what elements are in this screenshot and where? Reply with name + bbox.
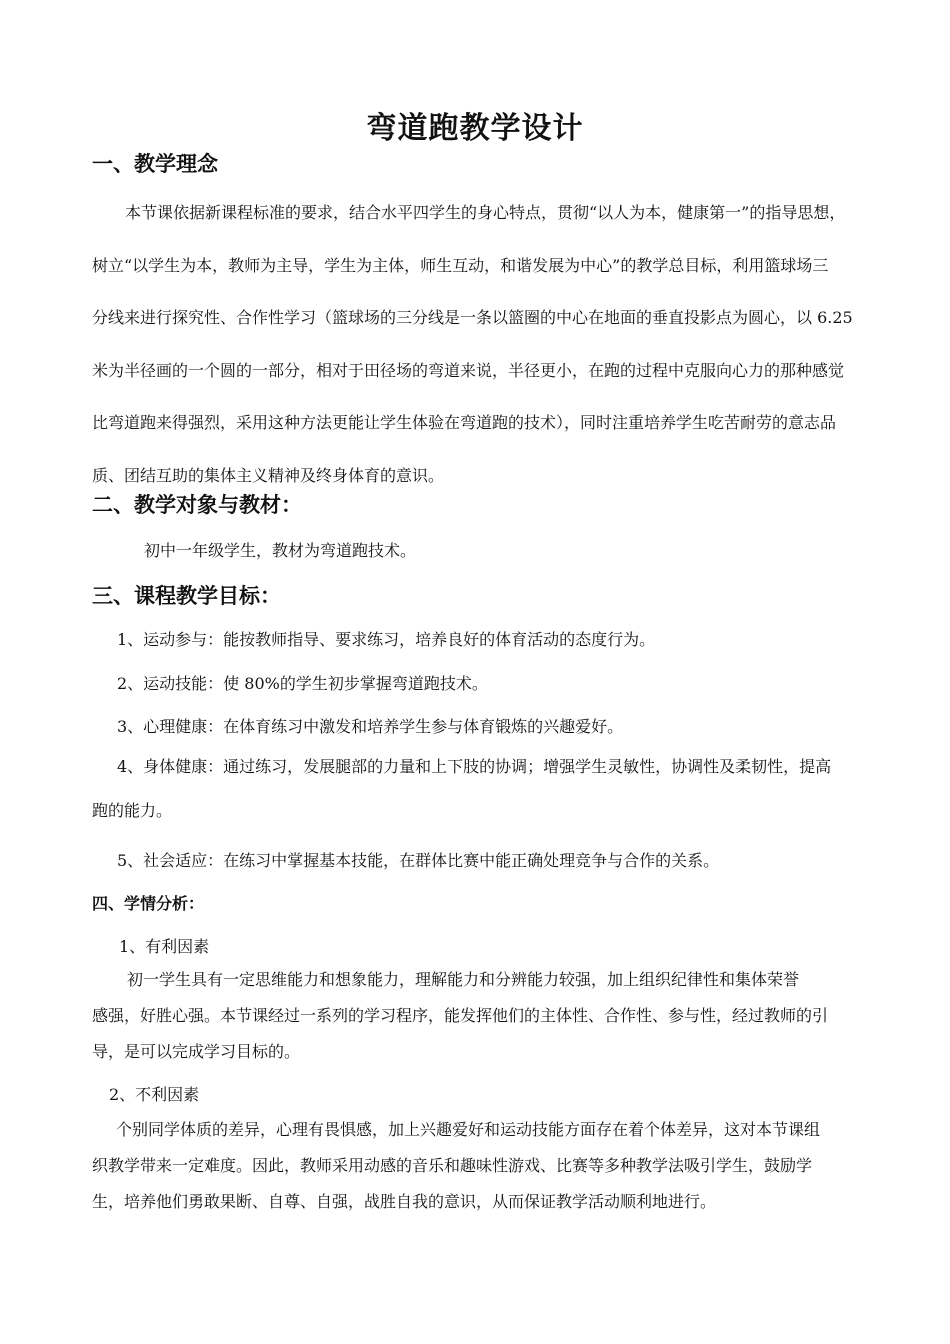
subheading-unfavorable-factors: 2、不利因素 (109, 1085, 200, 1104)
paragraph-line: 米为半径画的一个圆的一部分，相对于田径场的弯道来说，半径更小，在跑的过程中克服向心力的那种感觉 (92, 360, 845, 380)
goal-item-participation: 1、运动参与：能按教师指导、要求练习，培养良好的体育活动的态度行为。 (117, 630, 656, 649)
paragraph-line: 比弯道跑来得强烈，采用这种方法更能让学生体验在弯道跑的技术），同时注重培养学生吃苦耐劳的意志品 (92, 413, 837, 432)
goal-item-mental-health: 3、心理健康：在体育练习中激发和培养学生参与体育锻炼的兴趣爱好。 (117, 717, 624, 736)
section-heading-audience-material: 二、教学对象与教材： (92, 492, 302, 517)
teaching-philosophy-paragraph (92, 187, 860, 502)
paragraph-line: 分线来进行探究性、合作性学习（篮球场的三分线是一条以篮圈的中心在地面的垂直投影点为圆心，以 6.25 (92, 308, 853, 327)
section-heading-teaching-philosophy: 一、教学理念 (92, 151, 218, 176)
paragraph-line: 初一学生具有一定思维能力和想象能力，理解能力和分辨能力较强，加上组织纪律性和集体荣誉 (127, 970, 800, 989)
paragraph-line: 4、身体健康：通过练习，发展腿部的力量和上下肢的协调；增强学生灵敏性，协调性及柔韧性，提高 (117, 757, 832, 776)
paragraph-line: 质、团结互助的集体主义精神及终身体育的意识。 (92, 465, 445, 485)
paragraph-line: 树立“以学生为本，教师为主导，学生为主体，师生互动，和谐发展为中心”的教学总目标，利用篮球场三 (92, 255, 829, 275)
paragraph-line: 生，培养他们勇敢果断、自尊、自强，战胜自我的意识，从而保证教学活动顺利地进行。 (92, 1192, 717, 1211)
paragraph-line: 跑的能力。 (92, 800, 173, 820)
paragraph-line: 导，是可以完成学习目标的。 (92, 1042, 301, 1061)
unfavorable-factors-paragraph (92, 1112, 860, 1220)
subheading-favorable-factors: 1、有利因素 (119, 937, 210, 956)
goal-item-skills: 2、运动技能：使 80%的学生初步掌握弯道跑技术。 (117, 674, 488, 693)
paragraph-line: 织教学带来一定难度。因此，教师采用动感的音乐和趣味性游戏、比赛等多种教学法吸引学生，鼓励学 (92, 1156, 813, 1175)
paragraph-line: 个别同学体质的差异，心理有畏惧感，加上兴趣爱好和运动技能方面存在着个体差异，这对本节课组 (116, 1120, 821, 1139)
audience-material-text: 初中一年级学生，教材为弯道跑技术。 (144, 541, 417, 560)
section-heading-course-goals: 三、课程教学目标： (92, 583, 281, 608)
favorable-factors-paragraph (92, 962, 860, 1070)
paragraph-line: 感强，好胜心强。本节课经过一系列的学习程序，能发挥他们的主体性、合作性、参与性，经过教师的引 (92, 1006, 829, 1025)
goal-item-social-adaptation: 5、社会适应：在练习中掌握基本技能，在群体比赛中能正确处理竞争与合作的关系。 (117, 851, 720, 870)
section-heading-learner-analysis: 四、学情分析： (92, 894, 205, 913)
paragraph-line: 本节课依据新课程标准的要求，结合水平四学生的身心特点，贯彻“以人为本，健康第一”的指导思想， (125, 203, 846, 222)
document-title: 弯道跑教学设计 (366, 111, 584, 146)
goal-item-physical-health (92, 745, 860, 832)
